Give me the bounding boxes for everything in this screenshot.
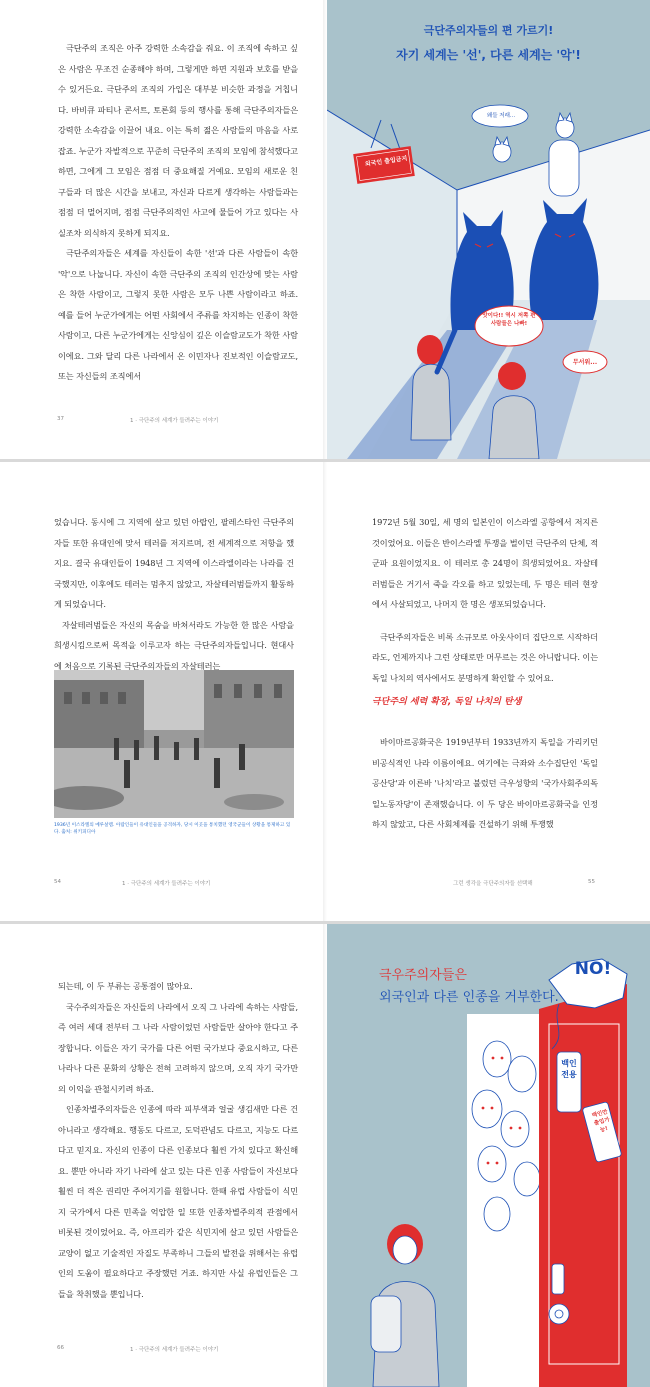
scene-drawing xyxy=(327,0,650,459)
photo-caption: 1936년 이스라엘의 예루살렘. 아랍인들이 유대인들을 공격하자, 당시 이곳을 통치했던 영국군들이 상황을 통제하고 있다. 출처: 위키피디아 xyxy=(54,823,291,835)
boy-bubble-text: 무서워... xyxy=(572,359,598,366)
door-sign-text: 백인 전용 xyxy=(561,1059,577,1079)
girl-bubble-text: 앗이다!! 역시 저쪽 편 사람들은 나빠! xyxy=(482,313,536,327)
red-door xyxy=(539,984,627,1387)
running-head: 그런 생각을 극단주의자들 선택해 xyxy=(453,881,533,887)
page-number: 37 xyxy=(57,416,64,422)
paragraph: 극단주의자들은 세계를 자신들이 속한 '선'과 다른 사람들이 속한 '악'으로 나눕니다. 자신이 속한 극단주의 조직의 인간상에 맞는 사람은 착한 사람이고, 그렇지 못한 사람은 모두 나쁜 사람이라고 하죠. 예를 들어 누군가에게는 어떤 사회에서 주류를 차지하는 인종이 착한 사람이고, 다른 누군가에게는 신앙심이 깊은 이슬람교도가 착한 사람이에요. 그와 달리 다른 나라에서 온 이민자나 진보적인 이슬람교도, 또는 자신들의 조직에서 xyxy=(58,248,298,381)
illustration-title-line-1: 극단주의자들의 편 가르기! xyxy=(423,24,554,37)
page-number: 55 xyxy=(588,879,595,885)
paragraph: 인종차별주의자들은 인종에 따라 피부색과 얼굴 생김새만 다른 건 아니라고 생각해요. 행동도 다르고, 도덕관념도 다르고, 지능도 다르다고 믿지요. 자신의 인종이 다른 인종보다 훨씬 가치 있다고 확신해요. 뿐만 아니라 자기 나라에 살고 있는 다른 인종 사람들이 자신보다 훨씬 더 적은 권리만 주어지기를 원합니다. 한때 유럽 사람들이 식민지 국가에서 다른 민족을 억압한 일 또한 인종차별주의적 관점에서 비롯된 것이었어요. 즉, 아프리카 같은 식민지에 살고 있던 사람들은 교양이 없고 기술적인 자질도 부족하니 그들의 발전을 위해서는 유럽인의 도움이 필요하다고 주장했던 거죠. 하지만 사실 유럽인들은 그들을 착취했을 뿐입니다. xyxy=(58,1104,298,1299)
illustration-title-line-2: 자기 세계는 '선', 다른 세계는 '악'! xyxy=(396,48,581,62)
running-head: 1 · 극단주의 세계가 들려주는 이야기 xyxy=(130,418,219,424)
page-54-body xyxy=(54,512,294,676)
woman-figure xyxy=(371,1224,439,1387)
cats-bubble-text: 왜들 저래... xyxy=(486,113,516,119)
door-tag-text: 백인만 출입가능! xyxy=(591,1109,611,1134)
cat-icon xyxy=(549,113,579,196)
paragraph: 자살테러범들은 자신의 목숨을 바쳐서라도 가능한 한 많은 사람을 희생시킴으로써 목적을 이루고자 하는 극단주의자들입니다. 현대사에 처음으로 기록된 극단주의자들의 자살테러는 xyxy=(54,619,294,671)
door-scene xyxy=(327,924,650,1387)
paragraph: 바이마르공화국은 1919년부터 1933년까지 독일을 가리키던 비공식적인 나라 이름이에요. 여기에는 극좌와 소수집단인 '독일 공산당'과 이른바 '나치'라고 불렀던 극우성향의 '국가사회주의독일노동자당'이 존재했습니다. 이 두 당은 바이마르공화국을 인정하지 않았고, 다른 사회체제를 건설하기 위해 투쟁했 xyxy=(372,737,598,829)
paragraph: 되는데, 이 두 부류는 공통점이 많아요. xyxy=(58,981,193,991)
section-subhead: 극단주의 세력 확장, 독일 나치의 탄생 xyxy=(372,697,522,707)
cat-icon xyxy=(493,137,511,162)
backpack-icon xyxy=(371,1296,401,1352)
page-number: 66 xyxy=(57,1345,64,1351)
spread-3 xyxy=(0,924,650,1387)
illustration-good-vs-evil xyxy=(327,0,650,459)
paragraph: 극단주의 조직은 아주 강력한 소속감을 줘요. 이 조직에 속하고 싶은 사람은 무조건 순종해야 하며, 그렇게만 하면 지원과 보호를 받을 수 있거든요. 극단주의 조직의 가입은 대부분 비슷한 과정을 거칩니다. 바비큐 파티나 콘서트, 토론회 등의 행사를 통해 극단주의자들은 강력한 소속감을 이끌어 내요. 이는 특히 젊은 사람들의 마음을 사로잡죠. 누군가 자발적으로 꾸준히 극단주의 조직의 모임에 참석했다고 하면, 그에게 그 모임은 점점 더 중요해질 거예요. 모임의 새로운 친구들과 더 많은 시간을 보내고, 자신과 다르게 생각하는 사람들과는 점점 더 멀어지며, 점점 극단주의적인 사고에 물들어 가고 있다는 사실조차 의식하지 못하게 되지요. xyxy=(58,43,298,238)
paragraph: 국수주의자들은 자신들의 나라에서 오직 그 나라에 속하는 사람들, 즉 여러 세대 전부터 그 나라 사람이었던 사람들만 살아야 한다고 주장합니다. 이들은 자기 국가를 다른 어떤 국가보다 중요시하고, 다른 나라나 다른 문화의 상황은 전혀 고려하지 않으며, 오직 자기 국가만의 이익을 관철시키려 하죠. xyxy=(58,1001,298,1094)
door-lock-icon xyxy=(552,1264,564,1294)
spread-1 xyxy=(0,0,650,459)
page-55-body-2 xyxy=(372,732,598,835)
page-37-body xyxy=(58,38,298,387)
girl-figure xyxy=(411,330,455,440)
running-head: 1 · 극단주의 세계가 들려주는 이야기 xyxy=(130,1347,219,1353)
paragraph: 1972년 5월 30일, 세 명의 일본인이 이스라엘 공항에서 저지른 것이었어요. 이들은 반이스라엘 투쟁을 벌이던 극단주의 단체, 적군파 요원이었지요. 이 테러로 총 24명이 희생되었어요. 자살테러범들은 거기서 죽을 각오를 하고 있었는데, 두 명은 테러 현장에서 사살되었고, 나머지 한 명은 생포되었습니다. xyxy=(372,517,598,609)
spread-2 xyxy=(0,462,650,921)
illustration-title-line-2: 외국인과 다른 인종을 거부한다. xyxy=(379,990,559,1005)
page-number: 54 xyxy=(54,879,61,885)
page-66-body xyxy=(58,976,298,1304)
illustration-title-line-1: 극우주의자들은 xyxy=(379,968,467,983)
paragraph: 극단주의자들은 비록 소규모로 아웃사이더 집단으로 시작하더라도, 언제까지나 그런 상태로만 머무르는 것은 아니랍니다. 이는 독일 나치의 역사에서도 분명하게 확인할 수 있어요. xyxy=(372,631,598,683)
running-head: 1 · 극단주의 세계가 들려주는 이야기 xyxy=(122,881,211,887)
door-knob-icon xyxy=(549,1304,569,1324)
illustration-whites-only-door xyxy=(327,924,650,1387)
historical-photo xyxy=(54,670,294,818)
no-bubble-text: NO! xyxy=(574,959,612,979)
paragraph: 었습니다. 동시에 그 지역에 살고 있던 아랍인, 팔레스타인 극단주의자들 또한 유대인에 맞서 테러를 저지르며, 전 세계적으로 저항을 했지요. 결국 유대인들이 1948년 그 지역에 이스라엘이라는 나라를 건국했지만, 이후에도 테러는 멈추지 않았고, 자살테러범들까지 활동하게 되었습니다. xyxy=(54,517,294,609)
sign-text: 외국인 출입금지 xyxy=(364,155,408,168)
page-55-body xyxy=(372,512,598,688)
